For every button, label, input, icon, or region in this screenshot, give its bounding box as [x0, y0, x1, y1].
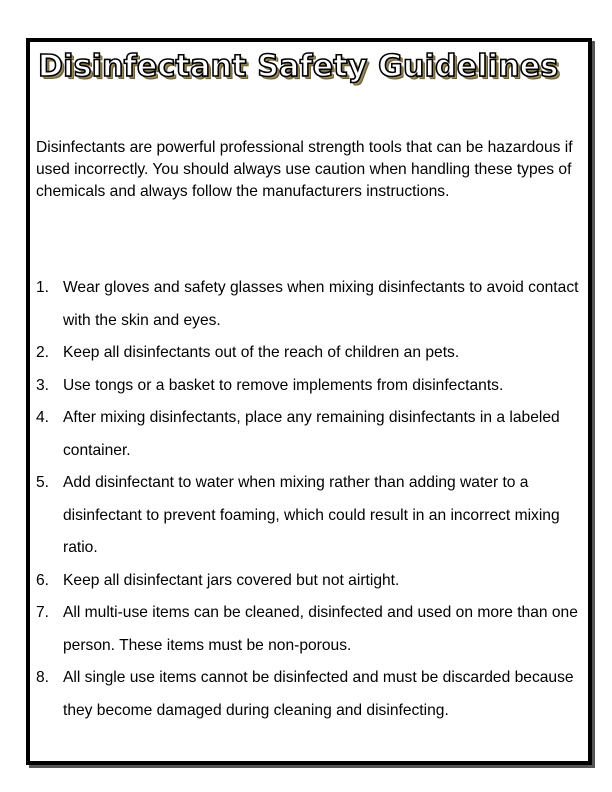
guideline-item	[36, 467, 586, 565]
guideline-item	[36, 597, 586, 662]
guideline-text: After mixing disinfectants, place any remaining disinfectants in a labeled container.	[63, 409, 560, 459]
guideline-item	[36, 402, 586, 467]
page-title: Disinfectant Safety Guidelines	[38, 49, 559, 84]
guideline-number: 4.	[36, 409, 50, 426]
guideline-number: 5.	[36, 474, 50, 491]
guideline-number: 2.	[36, 344, 50, 361]
guideline-text: Wear gloves and safety glasses when mixing disinfectants to avoid contact with the skin and eyes.	[63, 279, 579, 329]
guideline-number: 3.	[36, 376, 50, 394]
guideline-number: 1.	[36, 279, 50, 296]
guideline-number: 6.	[36, 571, 50, 589]
guideline-text: Keep all disinfectants out of the reach of children an pets.	[63, 344, 460, 361]
guideline-text: Add disinfectant to water when mixing rather than adding water to a disinfectant to prevent foaming, which could result in an incorrect mixing ratio.	[63, 474, 560, 556]
guideline-text: Use tongs or a basket to remove implements from disinfectants.	[63, 376, 504, 394]
guideline-number: 7.	[36, 604, 50, 621]
guideline-text: All single use items cannot be disinfected and must be discarded because they become damaged during cleaning and disinfecting.	[63, 669, 574, 719]
guideline-text: Keep all disinfectant jars covered but not airtight.	[63, 571, 400, 589]
guideline-item	[36, 662, 586, 727]
guideline-list	[36, 272, 586, 727]
guideline-item	[36, 337, 586, 370]
guideline-item	[36, 565, 586, 598]
guideline-item	[36, 370, 586, 403]
guideline-text: All multi-use items can be cleaned, disinfected and used on more than one person. These items must be non-porous.	[63, 604, 578, 654]
intro-paragraph: Disinfectants are powerful professional strength tools that can be hazardous if used incorrectly. You should always use caution when handling these types of chemicals and always follow the manufacturers instructions.	[36, 139, 573, 200]
guideline-item	[36, 272, 586, 337]
guideline-number: 8.	[36, 669, 50, 686]
